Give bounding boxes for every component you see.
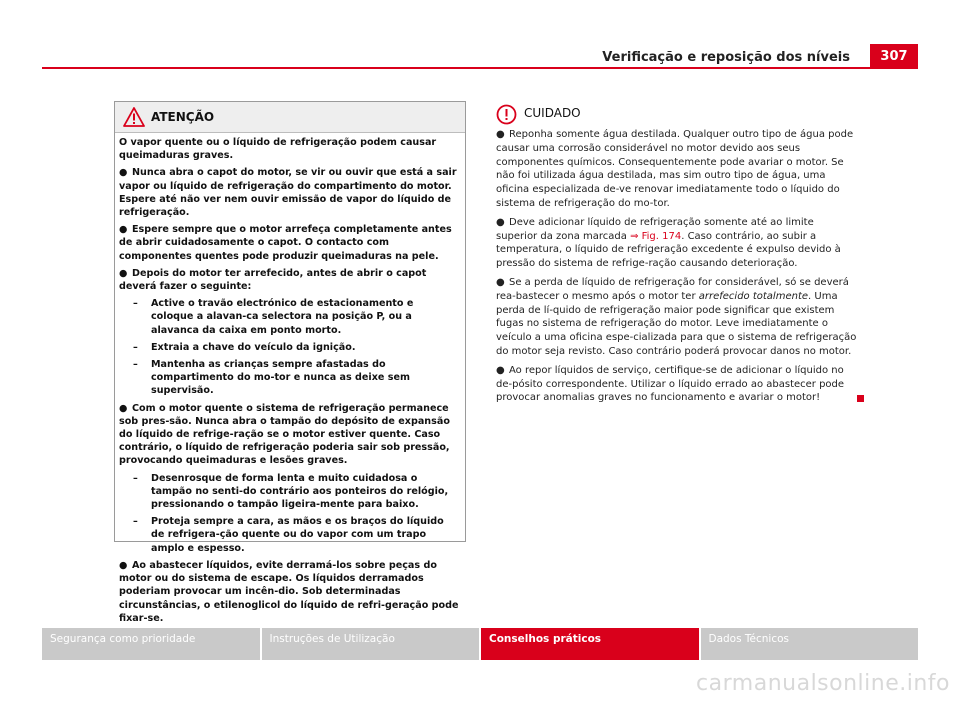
warning-bullet: ● Espere sempre que o motor arrefeça completamente antes de abrir cuidadosamente o capot. O contacto com componentes quentes pode produzir queimaduras na pele. <box>119 224 452 262</box>
footer-tab-technical-data[interactable]: Dados Técnicos <box>701 628 919 660</box>
caution-bullet: ● Se a perda de líquido de refrigeração for considerável, só se deverá rea-bastecer o mesmo após o motor ter arrefecido totalmente. Uma perda de lí-quido de refrigeração maior pode significar que existem fugas no sistema de refrigeração do motor. Leve imediatamente o veículo a uma oficina espe-cializada para que o sistema de refrigeração do motor seja revisto. Caso contrário poderá provocar danos no motor. <box>496 276 857 357</box>
warning-bullet: ● Depois do motor ter arrefecido, antes de abrir o capot deverá fazer o seguinte: <box>119 267 427 293</box>
figure-link[interactable]: ⇒ Fig. 174 <box>630 230 682 242</box>
warning-intro: O vapor quente ou o líquido de refrigeração podem causar queimaduras graves. <box>119 137 437 162</box>
caution-section <box>496 100 858 410</box>
warning-triangle-icon <box>123 107 145 127</box>
caution-title: CUIDADO <box>524 106 581 121</box>
warning-bullet: ● Nunca abra o capot do motor, se vir ou ouvir que está a sair vapor ou líquido de refrigeração do compartimento do motor. Espere até não ver nem ouvir emissão de vapor do líquido de refrigeração. <box>119 167 457 219</box>
footer-nav <box>42 628 918 660</box>
warning-body <box>115 133 465 625</box>
caution-exclamation-icon <box>496 104 517 125</box>
warning-bullet: ● Ao abastecer líquidos, evite derramá-los sobre peças do motor ou do sistema de escape. Os líquidos derramados poderiam provocar um incên-dio. Sob determinadas circunstâncias, o etilenoglicol do líquido de refri-geração pode fixar-se. <box>119 559 459 624</box>
section-end-marker <box>857 395 864 402</box>
caution-header <box>496 100 858 128</box>
footer-tab-safety[interactable]: Segurança como prioridade <box>42 628 262 660</box>
warning-title: ATENÇÃO <box>151 110 215 124</box>
header-rule <box>42 67 918 69</box>
warning-subitem: – Active o travão electrónico de estacionamento e coloque a alavan-ca selectora na posição P, ou a alavanca da caixa em ponto morto. <box>133 298 414 336</box>
footer-tab-instructions[interactable]: Instruções de Utilização <box>262 628 482 660</box>
caution-bullet: ● Reponha somente água destilada. Qualquer outro tipo de água pode causar uma corrosão considerável no motor devido aos seus componentes químicos. Consequentemente pode avariar o motor. Se não foi utilizada água destilada, mas sim outro tipo de água, uma oficina especializada de-ve renovar imediatamente todo o líquido do sistema de refrigeração do mo-tor. <box>496 129 854 209</box>
footer-tab-practical-advice[interactable]: Conselhos práticos <box>481 628 701 660</box>
caution-bullet: ● Deve adicionar líquido de refrigeração somente até ao limite superior da zona marcada ⇒ Fig. 174. Caso contrário, ao subir a temperatura, o líquido de refrigeração excedente é expulso devido à pressão do sistema de refrige-ração causando deterioração. <box>496 216 841 270</box>
caution-bullet: ● Ao repor líquidos de serviço, certifique-se de adicionar o líquido no de-pósito correspondente. Utilizar o líquido errado ao abastecer pode provocar anomalias graves no funcionamento e avariar o motor! <box>496 364 858 405</box>
watermark: carmanualsonline.info <box>696 671 950 696</box>
page-number: 307 <box>870 44 918 68</box>
warning-header <box>115 102 465 133</box>
warning-subitem: – Desenrosque de forma lenta e muito cuidadosa o tampão no senti-do contrário aos ponteiros do relógio, pressionando o tampão ligeira-mente para baixo. <box>133 472 449 511</box>
warning-box <box>114 101 466 624</box>
header-title: Verificação e reposição dos níveis <box>602 50 850 65</box>
warning-subitem: – Proteja sempre a cara, as mãos e os braços do líquido de refrigera-ção quente ou do vapor com um trapo amplo e espesso. <box>133 516 444 554</box>
warning-subitem: – Extraia a chave do veículo da ignição. <box>133 341 356 353</box>
warning-subitem: – Mantenha as crianças sempre afastadas do compartimento do mo-tor e nunca as deixe sem supervisão. <box>133 359 410 397</box>
warning-bullet: ● Com o motor quente o sistema de refrigeração permanece sob pres-são. Nunca abra o tampão do depósito de expansão do líquido de refrige-ração se o motor estiver quente. Caso contrário, o líquido de refrigeração poderia sair sob pressão, provocando queimaduras e lesões graves. <box>119 402 450 467</box>
